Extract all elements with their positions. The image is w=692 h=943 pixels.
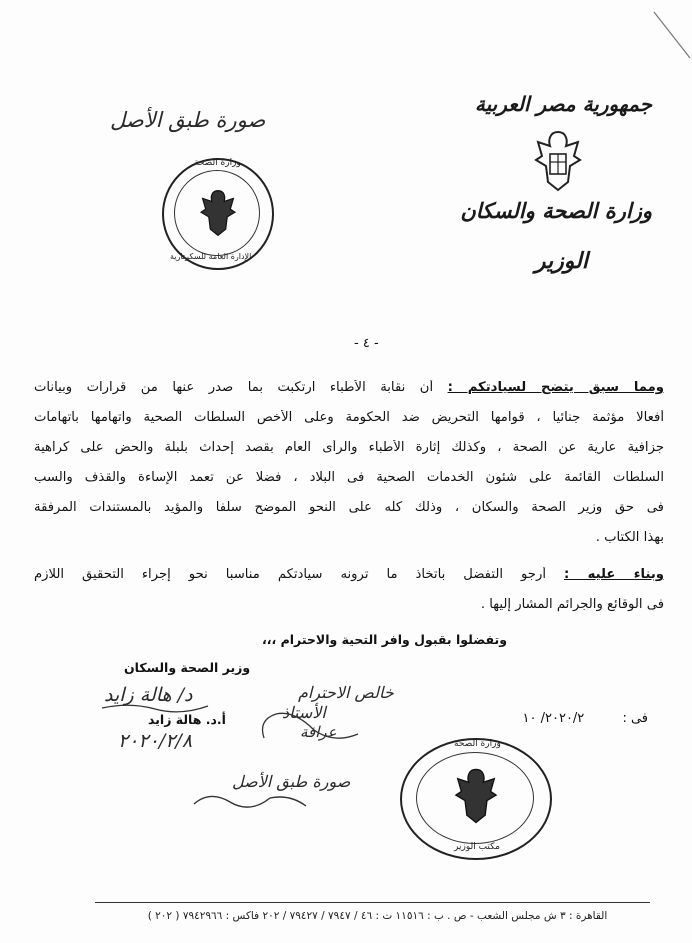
paragraph1-line-1 <box>34 380 664 395</box>
paragraph1-line-3: جزافية عارية عن الصحة ، وكذلك إثارة الأطباء والرأى العام بقصد إحداث بلبلة والحض على كراهية <box>34 440 664 455</box>
date-label: فى : <box>622 711 648 726</box>
copy-note-top: صورة طبق الأصل <box>110 108 266 132</box>
paragraph2-line-2: فى الوقائع والجرائم المشار إليها . <box>480 597 664 612</box>
signature-handwritten-date: ٢٠٢٠/٢/٨ <box>118 730 193 752</box>
handwritten-middle-3: عرافة <box>300 723 337 741</box>
eagle-emblem-icon <box>530 126 586 196</box>
paragraph2-line-1-text: أرجو التفضل باتخاذ ما ترونه سيادتكم مناسبا نحو إجراء التحقيق اللازم <box>34 567 546 582</box>
stamp-top-bottom-text: الإدارة العامة للسكرتارية <box>170 252 252 261</box>
signature-handwritten-name: د/ هالة زايد <box>104 684 193 706</box>
ministry-office-stamp <box>400 738 552 860</box>
letterhead-office: الوزير <box>534 248 588 274</box>
paragraph1-line-2: أفعالا مؤثمة جنائيا ، قوامها التحريض ضد الحكومة وعلى الأخص السلطات الصحية واتهامها باتهامات <box>34 410 664 425</box>
date-row <box>523 711 648 726</box>
closing-line: وتفضلوا بقبول وافر التحية والاحترام ،،، <box>262 632 507 647</box>
stamp-office-bottom-text: مكتب الوزير <box>454 842 500 852</box>
folded-corner <box>632 0 692 60</box>
stamp-eagle-icon <box>196 186 240 240</box>
copy-note-bottom: صورة طبق الأصل <box>232 772 351 791</box>
handwritten-middle-1: خالص الاحترام <box>298 683 394 702</box>
paragraph1-lead: ومما سبق يتضح لسيادتكم : <box>447 380 664 395</box>
paragraph1-line-6: بهذا الكتاب . <box>595 530 664 545</box>
signature-title: وزير الصحة والسكان <box>124 660 251 675</box>
signature-name: أ.د. هالة زايد <box>148 712 226 727</box>
paragraph2-line-1 <box>34 567 664 582</box>
copy-note-bottom-signature <box>190 788 310 812</box>
handwritten-flourish <box>254 700 364 746</box>
date-value: ٢٠٢٠/٢/ ١٠ <box>522 711 585 726</box>
handwritten-middle-2: الأستاذ <box>282 703 326 722</box>
paragraph1-line-1-text: أن نقابة الأطباء ارتكبت بما صدر عنها من قرارات وبيانات <box>34 380 434 395</box>
paragraph2-lead: وبناء عليه : <box>563 567 664 582</box>
page-number: - ٤ - <box>354 336 379 351</box>
footer-address: القاهرة : ٣ ش مجلس الشعب - ص . ب : ١١٥١٦ ت : ٤٦ / ٧٩٤٧ / ٧٩٤٢٧ / ٢٠٢ فاكس : ٧٩٤٢٩٦٦ ( ٢٠٢ ) <box>147 910 608 922</box>
stamp-office-top-text: وزارة الصحة <box>454 739 501 749</box>
footer-rule <box>95 902 650 903</box>
paragraph1-line-5: فى حق وزير الصحة والسكان ، وذلك كله على النحو الموضح سلفا والمؤيد بالمستندات المرفقة <box>34 500 664 515</box>
letterhead-country: جمهورية مصر العربية <box>474 92 652 116</box>
letterhead-ministry: وزارة الصحة والسكان <box>460 198 652 223</box>
ministry-stamp-top <box>162 158 274 270</box>
stamp-office-eagle-icon <box>450 764 502 828</box>
paragraph1-line-4: السلطات القائمة على شئون الخدمات الصحية فى البلاد ، فضلا عن تعمد الإساءة والقذف والسب <box>34 470 664 485</box>
stamp-top-text: وزارة الصحة <box>194 158 241 168</box>
